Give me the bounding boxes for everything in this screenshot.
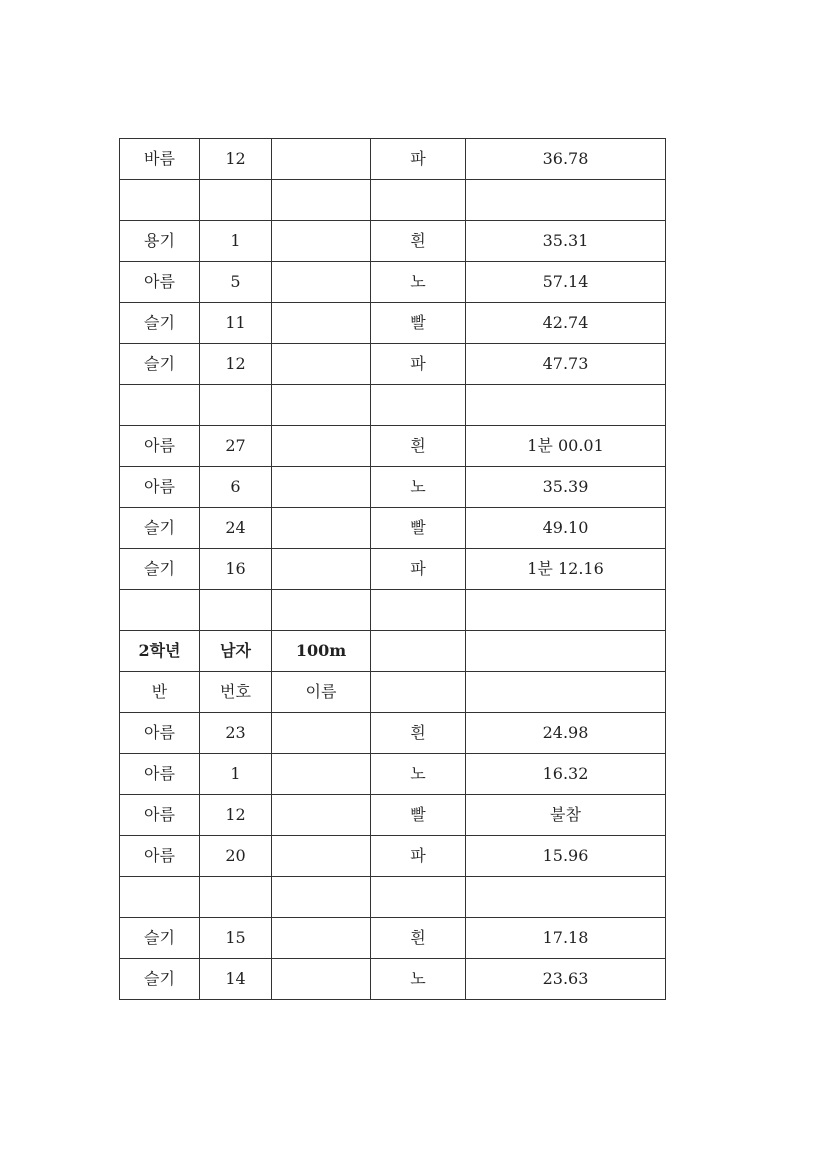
name-cell [272,344,371,385]
class-cell [120,590,200,631]
number-cell: 11 [200,303,272,344]
table-row [120,426,666,467]
number-cell: 12 [200,344,272,385]
table-row [120,549,666,590]
class-cell [120,180,200,221]
color-cell: 파 [371,549,466,590]
class-cell: 슬기 [120,959,200,1000]
number-cell: 16 [200,549,272,590]
results-table [119,138,666,1000]
time-cell [466,385,666,426]
time-cell [466,180,666,221]
table-row [120,467,666,508]
results-table-body [120,139,666,1000]
time-cell: 42.74 [466,303,666,344]
number-cell: 5 [200,262,272,303]
class-cell: 슬기 [120,549,200,590]
number-cell: 12 [200,795,272,836]
color-cell: 빨 [371,795,466,836]
class-cell [120,877,200,918]
color-cell: 파 [371,139,466,180]
blank-row [120,180,666,221]
name-cell [272,836,371,877]
class-cell: 아름 [120,754,200,795]
class-cell: 아름 [120,262,200,303]
table-row [120,959,666,1000]
time-cell: 17.18 [466,918,666,959]
time-cell [466,672,666,713]
blank-row [120,590,666,631]
color-cell [371,590,466,631]
name-cell: 이름 [272,672,371,713]
name-cell [272,877,371,918]
class-cell: 아름 [120,795,200,836]
number-cell: 20 [200,836,272,877]
name-cell [272,549,371,590]
time-cell: 36.78 [466,139,666,180]
color-cell [371,385,466,426]
time-cell: 24.98 [466,713,666,754]
table-row [120,221,666,262]
name-cell [272,385,371,426]
name-cell [272,262,371,303]
time-cell: 1분 12.16 [466,549,666,590]
name-cell: 100m [272,631,371,672]
time-cell: 47.73 [466,344,666,385]
number-cell: 23 [200,713,272,754]
color-cell: 노 [371,754,466,795]
time-cell: 35.31 [466,221,666,262]
color-cell: 흰 [371,713,466,754]
number-cell [200,877,272,918]
class-cell: 슬기 [120,344,200,385]
column-header-row [120,672,666,713]
table-row [120,836,666,877]
color-cell [371,180,466,221]
number-cell: 27 [200,426,272,467]
class-cell: 아름 [120,713,200,754]
time-cell: 16.32 [466,754,666,795]
number-cell: 15 [200,918,272,959]
color-cell: 흰 [371,426,466,467]
class-cell: 아름 [120,467,200,508]
table-row [120,262,666,303]
number-cell: 6 [200,467,272,508]
name-cell [272,508,371,549]
time-cell: 불참 [466,795,666,836]
color-cell [371,631,466,672]
time-cell [466,590,666,631]
class-cell: 바름 [120,139,200,180]
time-cell: 23.63 [466,959,666,1000]
color-cell: 빨 [371,508,466,549]
section-header-row [120,631,666,672]
table-row [120,344,666,385]
name-cell [272,754,371,795]
time-cell: 49.10 [466,508,666,549]
class-cell: 슬기 [120,303,200,344]
class-cell: 반 [120,672,200,713]
time-cell: 57.14 [466,262,666,303]
time-cell: 15.96 [466,836,666,877]
name-cell [272,139,371,180]
number-cell: 1 [200,754,272,795]
table-row [120,713,666,754]
table-row [120,139,666,180]
color-cell: 빨 [371,303,466,344]
number-cell: 14 [200,959,272,1000]
color-cell: 파 [371,836,466,877]
class-cell [120,385,200,426]
name-cell [272,959,371,1000]
number-cell [200,180,272,221]
time-cell: 35.39 [466,467,666,508]
name-cell [272,467,371,508]
name-cell [272,426,371,467]
number-cell [200,385,272,426]
color-cell [371,672,466,713]
time-cell: 1분 00.01 [466,426,666,467]
time-cell [466,877,666,918]
blank-row [120,877,666,918]
number-cell [200,590,272,631]
name-cell [272,221,371,262]
color-cell: 노 [371,467,466,508]
color-cell [371,877,466,918]
table-row [120,754,666,795]
name-cell [272,795,371,836]
table-row [120,918,666,959]
color-cell: 흰 [371,221,466,262]
class-cell: 아름 [120,836,200,877]
table-row [120,795,666,836]
name-cell [272,303,371,344]
name-cell [272,590,371,631]
table-row [120,508,666,549]
class-cell: 용기 [120,221,200,262]
number-cell: 12 [200,139,272,180]
color-cell: 노 [371,262,466,303]
class-cell: 슬기 [120,918,200,959]
class-cell: 아름 [120,426,200,467]
number-cell: 24 [200,508,272,549]
number-cell: 남자 [200,631,272,672]
color-cell: 흰 [371,918,466,959]
name-cell [272,713,371,754]
color-cell: 노 [371,959,466,1000]
class-cell: 슬기 [120,508,200,549]
blank-row [120,385,666,426]
class-cell: 2학년 [120,631,200,672]
time-cell [466,631,666,672]
name-cell [272,180,371,221]
color-cell: 파 [371,344,466,385]
table-row [120,303,666,344]
number-cell: 번호 [200,672,272,713]
number-cell: 1 [200,221,272,262]
name-cell [272,918,371,959]
